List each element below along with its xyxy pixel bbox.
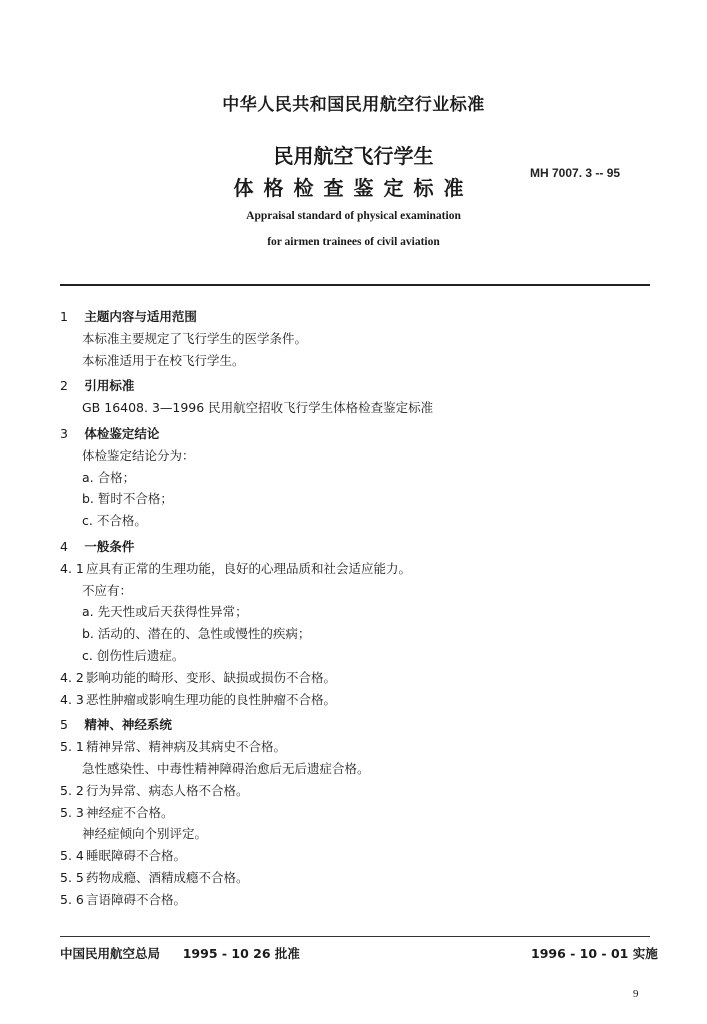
standard-number: MH 7007. 3 -- 95	[530, 166, 621, 180]
list-item: b. 活动的、潜在的、急性或慢性的疾病；	[82, 626, 311, 642]
body-text: 神经症倾向个别评定。	[82, 826, 208, 842]
referenced-standard: GB 16408. 3—1996 民用航空招收飞行学生体格检查鉴定标准	[82, 400, 434, 416]
section-title: 引用标准	[84, 378, 135, 394]
clause-number: 5. 4	[60, 848, 84, 864]
clause-number: 5. 3	[60, 804, 84, 820]
section-number: 2	[60, 378, 68, 394]
section-number: 4	[60, 538, 68, 554]
body-text: 不应有：	[82, 582, 133, 598]
footer-divider	[60, 936, 650, 937]
clause-text: 神经症不合格。	[85, 804, 174, 820]
clause	[60, 780, 660, 802]
clause-number: 4. 1	[60, 560, 84, 576]
english-title-line2: for airmen trainees of civil aviation	[267, 236, 440, 248]
section-title: 一般条件	[84, 538, 135, 554]
clause-text: 影响功能的畸形、变形、缺损或损伤不合格。	[85, 669, 336, 685]
section-title: 体检鉴定结论	[84, 425, 160, 441]
page-number: 9	[633, 988, 639, 1000]
list-item: c. 不合格。	[82, 513, 147, 529]
body-text: 本标准主要规定了飞行学生的医学条件。	[82, 330, 308, 346]
clause-text: 精神异常、精神病及其病史不合格。	[85, 739, 286, 755]
implementation-date: 1996 - 10 - 01 实施	[531, 946, 658, 961]
footer-issuer	[60, 944, 300, 962]
section-title: 主题内容与适用范围	[84, 309, 197, 324]
issuer-name: 中国民用航空总局	[60, 946, 161, 961]
section-heading	[60, 306, 660, 328]
document-title-line1: 民用航空飞行学生	[273, 144, 434, 168]
body-text: 本标准适用于在校飞行学生。	[82, 352, 245, 368]
clause-number: 5. 6	[60, 891, 84, 907]
document-body	[60, 302, 660, 911]
clause-number: 4. 3	[60, 691, 84, 707]
clause	[60, 802, 660, 824]
clause	[60, 889, 660, 911]
section-number: 1	[60, 309, 68, 324]
clause	[60, 845, 660, 867]
section-heading	[60, 714, 660, 736]
clause	[60, 558, 660, 580]
clause	[60, 667, 660, 689]
body-text: 体检鉴定结论分为：	[82, 447, 195, 463]
body-text: 急性感染性、中毒性精神障碍治愈后无后遗症合格。	[82, 760, 370, 776]
header-divider	[60, 284, 650, 286]
clause-number: 5. 1	[60, 739, 84, 755]
document-title-line2: 体格检查鉴定标准	[233, 176, 474, 200]
section-heading	[60, 536, 660, 558]
clause-text: 行为异常、病态人格不合格。	[85, 782, 249, 798]
section-number: 5	[60, 717, 68, 733]
clause-text: 应具有正常的生理功能，良好的心理品质和社会适应能力。	[85, 560, 411, 576]
list-item: c. 创伤性后遗症。	[82, 647, 185, 663]
approval-date: 1995 - 10 26 批准	[182, 946, 300, 961]
section-title: 精神、神经系统	[84, 717, 172, 733]
clause-text: 睡眠障碍不合格。	[85, 848, 186, 864]
english-title-line1: Appraisal standard of physical examination	[246, 210, 461, 222]
clause	[60, 867, 660, 889]
clause	[60, 736, 660, 758]
section-heading	[60, 375, 660, 397]
clause-number: 4. 2	[60, 669, 84, 685]
clause-text: 药物成瘾、酒精成瘾不合格。	[85, 869, 249, 885]
clause-number: 5. 2	[60, 782, 84, 798]
clause	[60, 689, 660, 711]
list-item: a. 合格；	[82, 469, 136, 485]
clause-text: 恶性肿瘤或影响生理功能的良性肿瘤不合格。	[85, 691, 336, 707]
list-item: a. 先天性或后天获得性异常；	[82, 604, 248, 620]
list-item: b. 暂时不合格；	[82, 491, 173, 507]
section-heading	[60, 423, 660, 445]
clause-text: 言语障碍不合格。	[85, 891, 186, 907]
section-number: 3	[60, 425, 68, 441]
clause-number: 5. 5	[60, 869, 84, 885]
issuing-authority-heading: 中华人民共和国民用航空行业标准	[222, 95, 485, 115]
